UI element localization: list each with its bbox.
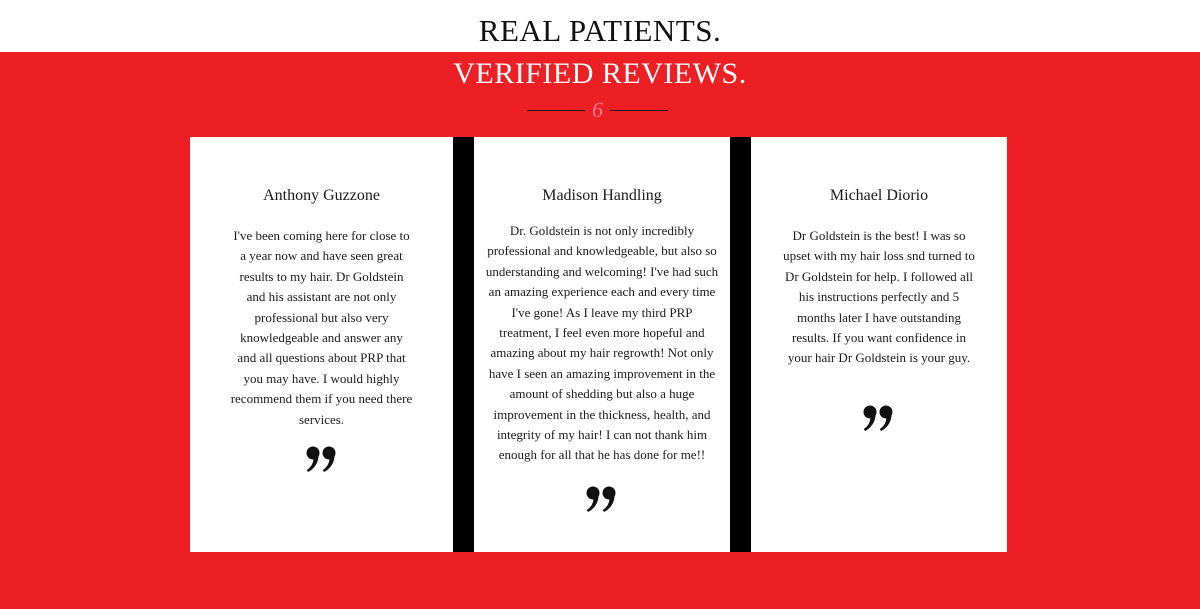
review-card [751,137,1007,552]
closing-quote-icon [751,404,1007,444]
ornament-divider [527,98,668,122]
reviewer-name: Madison Handling [542,187,662,204]
reviewer-name: Anthony Guzzone [263,187,380,204]
review-card [474,137,730,552]
review-text: Dr Goldstein is the best! I was so upset with my hair loss snd turned to Dr Goldstein for help. I followed all his instructions perfectly and 5 months later I have outstanding results. If you want confidence in your hair Dr Goldstein is your guy. [783,228,975,366]
review-text: Dr. Goldstein is not only incredibly professional and knowledgeable, but also so understanding and welcoming! I've had such an amazing experience each and every time I've gone! As I leave my third PRP treatment, I feel even more hopeful and amazing about my hair regrowth! Not only have I seen an amazing improvement in the amount of shedding but also a huge improvement in the thickness, health, and integrity of my hair! I can not thank him enough for all that he has done for me!! [485,223,719,463]
closing-quote-icon [190,445,453,485]
divider-line-right [610,110,668,111]
section-heading-verified-reviews: VERIFIED REVIEWS. [453,57,747,90]
closing-quote-icon [474,485,730,525]
reviewer-name: Michael Diorio [829,187,929,204]
ornament-glyph: 6 [592,97,603,122]
review-card [190,137,453,552]
review-text: I've been coming here for close to a year now and have seen great results to my hair. Dr Goldstein and his assistant are not only professional but also very knowledgeable and answer any and all questions about PRP that you may have. I would highly recommend them if you need there services. [230,228,413,427]
section-heading-real-patients: REAL PATIENTS. [478,13,722,48]
divider-line-left [527,110,585,111]
